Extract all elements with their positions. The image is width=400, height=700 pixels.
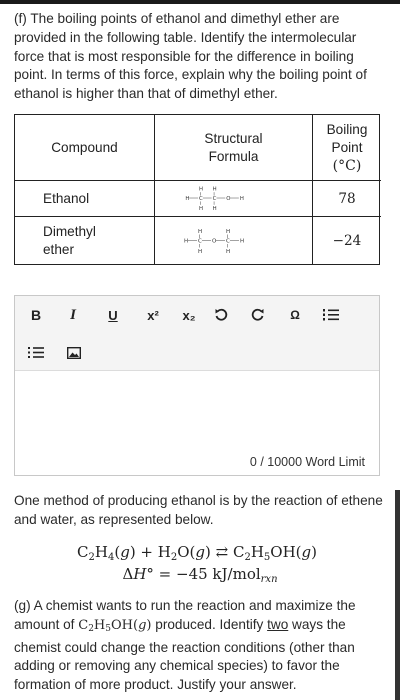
header-structural-line2: Formula [208, 148, 259, 164]
dimethyl-ether-boiling-point: −24 [332, 233, 362, 249]
header-structural-formula [155, 115, 313, 181]
svg-text:H: H [212, 186, 217, 193]
svg-text:C: C [198, 238, 202, 245]
header-structural-line1: Structural [204, 130, 263, 146]
image-icon [67, 347, 81, 359]
dimethyl-ether-bp-cell [313, 217, 381, 265]
ethanol-structure-cell [155, 181, 313, 217]
dimethyl-ether-name-cell [15, 217, 155, 265]
dimethyl-ether-structure-diagram [155, 217, 313, 265]
dimethyl-ether-structure-cell [155, 217, 313, 265]
boiling-point-table [14, 114, 380, 265]
method-text: One method of producing ethanol is by the reaction of ethene and water, as represented below. [14, 493, 383, 527]
svg-text:O: O [226, 195, 231, 202]
italic-button[interactable]: I [70, 306, 76, 323]
ethanol-boiling-point: 78 [338, 190, 356, 207]
ordered-list-icon [323, 308, 339, 322]
answer-editor [14, 295, 380, 476]
header-bp-line1: Boiling [326, 121, 368, 137]
svg-text:H: H [198, 249, 203, 255]
svg-text:H: H [184, 238, 189, 245]
editor-toolbar [15, 296, 379, 371]
svg-text:O: O [212, 238, 217, 245]
underline-button[interactable]: U [108, 307, 118, 323]
superscript-button[interactable]: x² [147, 307, 159, 323]
question-g-part3: ways the chemist could change the reaction conditions (other than adding or removing any chemical species) to favor the formation of more product. Justify your answer. [14, 616, 355, 693]
question-g-part1: (g) A chemist wants to run the reaction and maximize the amount of [14, 598, 356, 632]
undo-icon [214, 308, 228, 322]
header-boiling-point [313, 115, 381, 181]
ordered-list-button[interactable] [320, 305, 342, 325]
unordered-list-button[interactable] [25, 343, 47, 363]
ethanol-formula-inline: $C_2H_5OH(g)$ [78, 617, 152, 634]
subscript-button[interactable]: x₂ [182, 307, 196, 323]
word-limit-counter: 0 / 10000 Word Limit [249, 455, 365, 469]
unordered-list-icon [28, 346, 44, 360]
svg-text:H: H [199, 206, 204, 213]
reaction-equation: $C_2H_4(g) + H_2O(g)$ ⇄ $C_2H_5OH(g)$ [77, 543, 317, 563]
ethanol-name: Ethanol [43, 191, 90, 206]
svg-text:H: H [185, 195, 190, 202]
special-character-button[interactable]: Ω [290, 308, 300, 322]
svg-text:H: H [226, 229, 231, 235]
answer-text-area[interactable] [15, 372, 379, 452]
svg-text:H: H [198, 229, 203, 235]
question-f-text: (f) The boiling points of ethanol and dimethyl ether are provided in the following table. Identify the intermolecular force that is most responsible for the difference in boiling point. In terms of this force, explain why the boiling point of ethanol is higher than that of dimethyl ether. [14, 11, 367, 102]
svg-text:H: H [226, 249, 231, 255]
svg-text:H: H [199, 186, 204, 193]
ethanol-name-cell [15, 181, 155, 217]
scrollbar[interactable] [395, 490, 400, 700]
insert-image-button[interactable] [65, 343, 83, 363]
question-g-part2: produced. Identify [151, 616, 268, 632]
bold-button[interactable]: B [30, 307, 42, 323]
top-border [0, 0, 400, 4]
header-bp-line2: Point [331, 139, 363, 155]
header-bp-unit: (°C) [332, 157, 362, 174]
dimethyl-ether-name-line1: Dimethyl [43, 224, 96, 239]
ethanol-structure-diagram [155, 181, 313, 216]
dimethyl-ether-name-line2: ether [43, 242, 74, 257]
svg-text:H: H [239, 195, 244, 202]
redo-button[interactable] [249, 305, 267, 325]
question-g-text [14, 597, 388, 695]
ethanol-bp-cell [313, 181, 381, 217]
undo-button[interactable] [212, 305, 230, 325]
svg-text:C: C [226, 238, 230, 245]
svg-text:C: C [212, 195, 217, 202]
enthalpy-equation: ΔH° = −45 kJ/mol$_{rxn}$ [122, 565, 278, 585]
header-compound: Compound [15, 115, 155, 181]
question-g-underlined: two [267, 616, 289, 632]
svg-text:H: H [240, 238, 245, 245]
redo-icon [251, 308, 265, 322]
svg-text:H: H [212, 206, 217, 213]
svg-text:C: C [199, 195, 203, 202]
